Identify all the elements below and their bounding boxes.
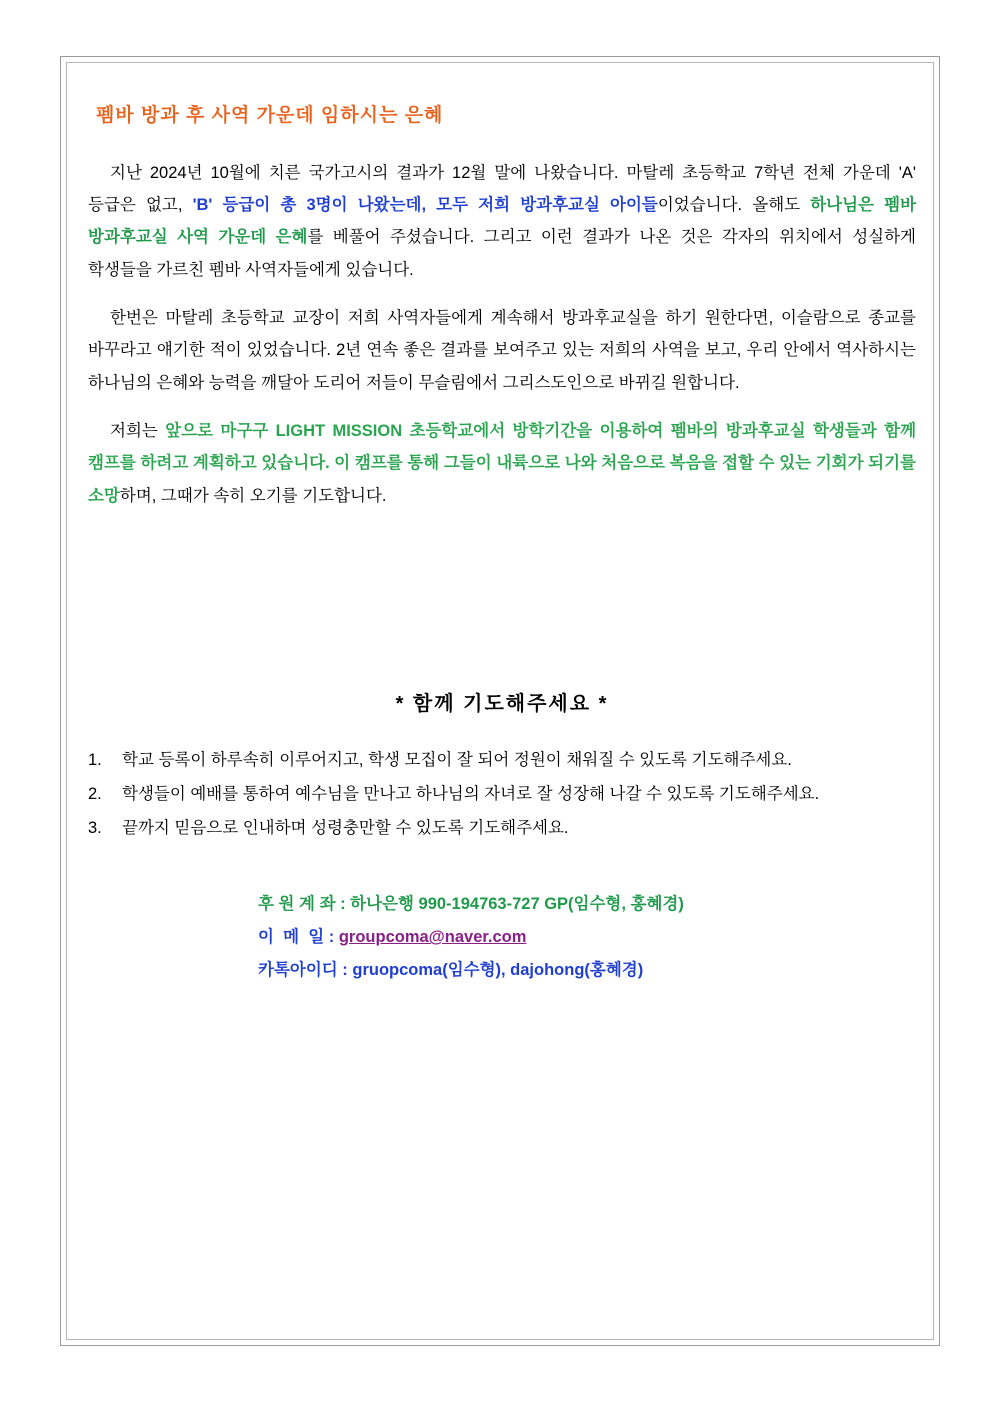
kakao-label: 카톡아이디 : bbox=[258, 961, 353, 980]
prayer-list bbox=[88, 744, 916, 845]
article-body bbox=[88, 157, 916, 512]
prayer-item-number: 2. bbox=[88, 784, 102, 803]
donation-account-row bbox=[258, 888, 916, 921]
email-label: 이 메 일 : bbox=[258, 928, 339, 947]
donation-account-label: 후 원 계 좌 : bbox=[258, 895, 351, 914]
kakao-row bbox=[258, 954, 916, 987]
paragraph-3 bbox=[88, 415, 916, 512]
document-content bbox=[88, 100, 916, 1320]
run-p2-0: 한번은 마탈레 초등학교 교장이 저희 사역자들에게 계속해서 방과후교실을 하기 원한다면, 이슬람으로 종교를 바꾸라고 얘기한 적이 있었습니다. 2년 연속 좋은 결과를 보여주고 있는 저희의 사역을 보고, 우리 안에서 역사하시는 하나님의 은혜와 능력을 깨달아 도리어 저들이 무슬림에서 그리스도인으로 바뀌길 원합니다. bbox=[88, 309, 916, 392]
prayer-item-number: 3. bbox=[88, 819, 102, 838]
prayer-item-text: 끝까지 믿음으로 인내하며 성령충만할 수 있도록 기도해주세요. bbox=[122, 819, 569, 838]
run-p3-2: 하며, 그때가 속히 오기를 기도합니다. bbox=[119, 486, 387, 505]
run-p1-3: 하나님은 펨바 방과후교실 사역 가운데 은혜 bbox=[88, 196, 917, 247]
prayer-item-text: 학생들이 예배를 통하여 예수님을 만나고 하나님의 자녀로 잘 성장해 나갈 수 있도록 기도해주세요. bbox=[122, 784, 820, 803]
run-p1-0: 지난 2024년 10월에 치른 국가고시의 결과가 12월 말에 나왔습니다. 마탈레 초등학교 7학년 전체 가운데 'A' 등급은 없고, bbox=[88, 164, 916, 215]
list-item bbox=[88, 744, 916, 776]
list-item bbox=[88, 812, 916, 844]
page-title: 펨바 방과 후 사역 가운데 임하시는 은혜 bbox=[96, 105, 444, 126]
prayer-item-number: 1. bbox=[88, 750, 102, 769]
prayer-heading: * 함께 기도해주세요 * bbox=[395, 692, 609, 715]
email-link[interactable]: groupcoma@naver.com bbox=[338, 928, 527, 947]
kakao-value: gruopcoma(임수형), dajohong(홍혜경) bbox=[352, 961, 644, 980]
donation-account-value: 하나은행 990-194763-727 GP(임수형, 홍혜경) bbox=[350, 895, 684, 914]
run-p1-4: 를 베풀어 주셨습니다. 그리고 이런 결과가 나온 것은 각자의 위치에서 성실하게 학생들을 가르친 펨바 사역자들에게 있습니다. bbox=[88, 228, 916, 279]
run-p1-1: 'B' 등급이 총 3명이 나왔는데, 모두 저희 방과후교실 아이들 bbox=[192, 196, 658, 215]
run-p3-1: 앞으로 마구구 LIGHT MISSION 초등학교에서 방학기간을 이용하여 펨바의 방과후교실 학생들과 함께 캠프를 하려고 계획하고 있습니다. 이 캠프를 통해 그들이 내륙으로 나와 처음으로 복음을 접할 수 있는 기회가 되기를 소망 bbox=[88, 422, 917, 505]
run-p1-2: 이었습니다. 올해도 bbox=[657, 196, 811, 215]
paragraph-2 bbox=[88, 302, 916, 399]
paragraph-1 bbox=[88, 157, 916, 286]
list-item bbox=[88, 778, 916, 810]
contact-footer bbox=[258, 888, 916, 987]
email-row bbox=[258, 921, 916, 954]
run-p3-0: 저희는 bbox=[110, 422, 166, 441]
prayer-item-text: 학교 등록이 하루속히 이루어지고, 학생 모집이 잘 되어 정원이 채워질 수 있도록 기도해주세요. bbox=[122, 750, 792, 769]
